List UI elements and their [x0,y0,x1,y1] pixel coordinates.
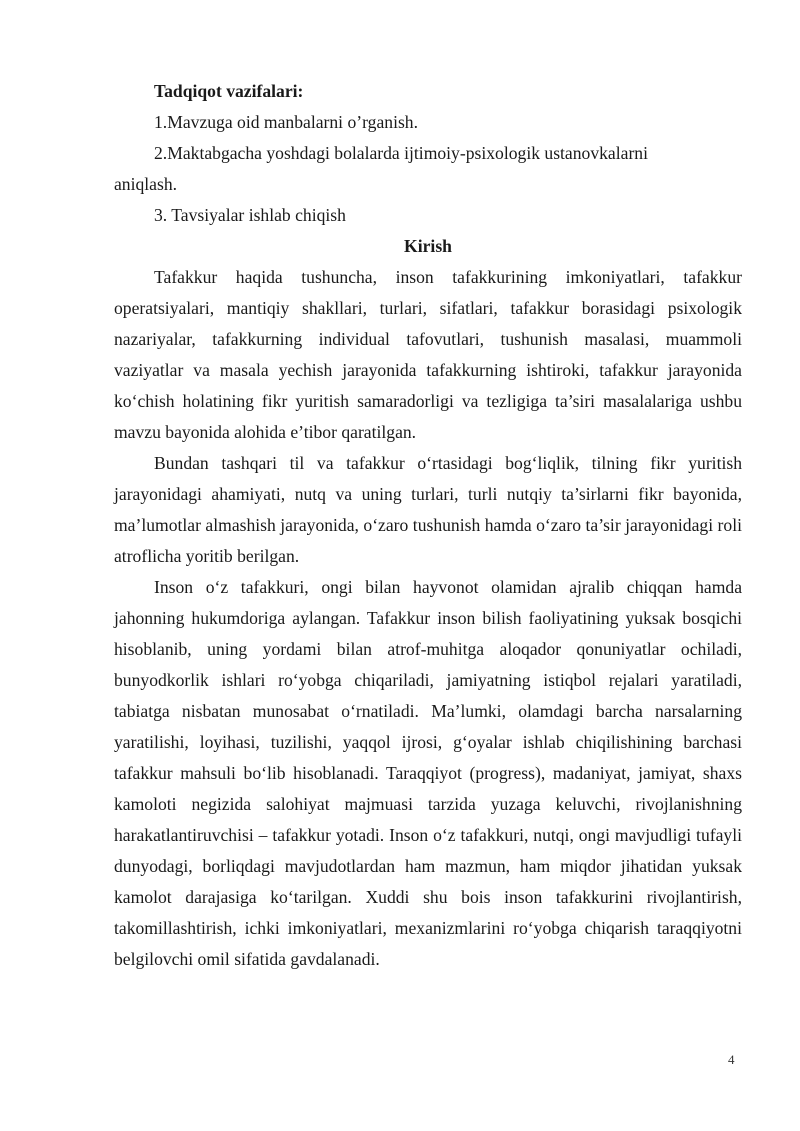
task-item-1: 1.Mavzuga oid manbalarni o’rganish. [154,112,419,132]
paragraph-1: Tafakkur haqida tushuncha, inson tafakkurining imkoniyatlari, tafakkur operatsiyalari, mantiqiy shakllari, turlari, sifatlari, tafakkur borasidagi psixologik nazariyalar, tafakkurning individual tafovutlari, tushunish masalasi, muammoli vaziyatlar va masala yechish jarayonida tafakkurning ishtiroki, tafakkur jarayonida ko‘chish holatining fikr yuritish samaradorligi va tezligiga ta’siri masalalariga ushbu mavzu bayonida alohida e’tibor qaratilgan. [114,267,742,442]
tasks-heading: Tadqiqot vazifalari: [154,81,304,101]
page-number: 4 [728,1052,735,1067]
paragraph-3: Inson o‘z tafakkuri, ongi bilan hayvonot olamidan ajralib chiqqan hamda jahonning hukumdoriga aylangan. Tafakkur inson bilish faoliyatining yuksak bosqichi hisoblanib, uning yordami bilan atrof-muhitga aloqador qonuniyatlar ochiladi, bunyodkorlik ishlari ro‘yobga chiqariladi, jamiyatning istiqbol rejalari yaratiladi, tabiatga nisbatan munosabat o‘rnatiladi. Ma’lumki, olamdagi barcha narsalarning yaratilishi, loyihasi, tuzilishi, yaqqol ijrosi, g‘oyalar ishlab chiqilishining barchasi tafakkur mahsuli bo‘lib hisoblanadi. Taraqqiyot (progress), madaniyat, jamiyat, shaxs kamoloti negizida salohiyat majmuasi tarzida yuzaga keluvchi, rivojlanishning harakatlantiruvchisi – tafakkur yotadi. Inson o‘z tafakkuri, nutqi, ongi mavjudligi tufayli dunyodagi, borliqdagi mavjudotlardan ham mazmun, ham miqdor jihatidan yuksak kamolot darajasiga ko‘tarilgan. Xuddi shu bois inson tafakkurini rivojlantirish, takomillashtirish, ichki imkoniyatlari, mexanizmlarini ro‘yobga chiqarish taraqqiyotni belgilovchi omil sifatida gavdalanadi. [114,577,742,969]
task-item-3: 3. Tavsiyalar ishlab chiqish [154,205,346,225]
page-content [114,76,742,975]
paragraph-2: Bundan tashqari til va tafakkur o‘rtasidagi bog‘liqlik, tilning fikr yuritish jarayonidagi ahamiyati, nutq va uning turlari, turli nutqiy ta’sirlarni fikr bayonida, ma’lumotlar almashish jarayonida, o‘zaro tushunish hamda o‘zaro ta’sir jarayonidagi roli atroflicha yoritib berilgan. [114,453,742,566]
task-item-2-continuation: aniqlash. [114,174,178,194]
task-item-2: 2.Maktabgacha yoshdagi bolalarda ijtimoiy-psixologik ustanovkalarni [154,143,648,163]
section-title: Kirish [404,236,452,256]
